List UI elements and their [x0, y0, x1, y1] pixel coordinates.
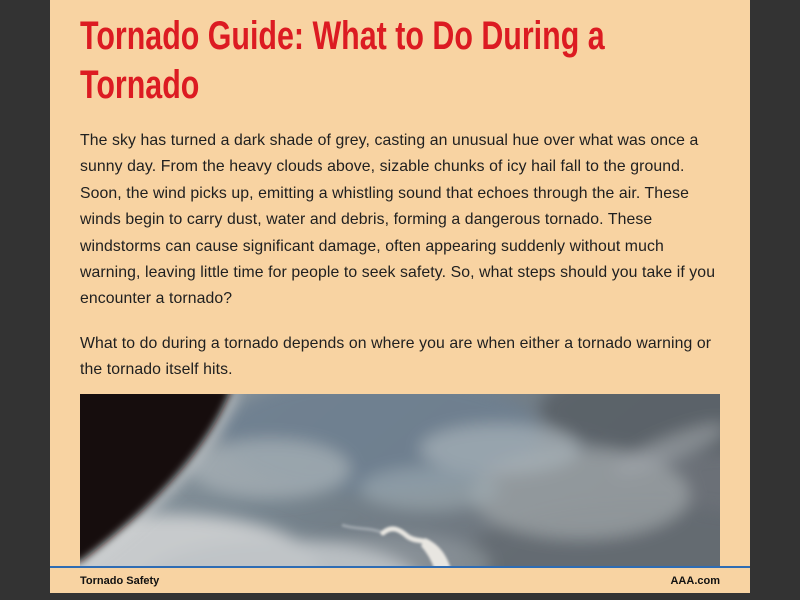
footer-title: Tornado Safety	[80, 574, 160, 587]
tornado-photo	[80, 394, 720, 575]
page-title: Tornado Guide: What to Do During a Tornado	[80, 14, 605, 107]
page-footer	[50, 566, 750, 593]
footer-site-label: AAA.com	[670, 574, 720, 587]
article-page	[50, 0, 750, 593]
article-paragraph-2: What to do during a tornado depends on where you are when either a tornado warning or the tornado itself hits.	[80, 334, 712, 379]
article-content	[50, 12, 750, 575]
article-paragraph-1: The sky has turned a dark shade of grey, casting an unusual hue over what was once a sunny day. From the heavy clouds above, sizable chunks of icy hail fall to the ground. Soon, the wind picks up, emitting a whistling sound that echoes through the air. These winds begin to carry dust, water and debris, forming a dangerous tornado. These windstorms can cause significant damage, often appearing suddenly without much warning, leaving little time for people to seek safety. So, what steps should you take if you encounter a tornado?	[80, 132, 716, 308]
